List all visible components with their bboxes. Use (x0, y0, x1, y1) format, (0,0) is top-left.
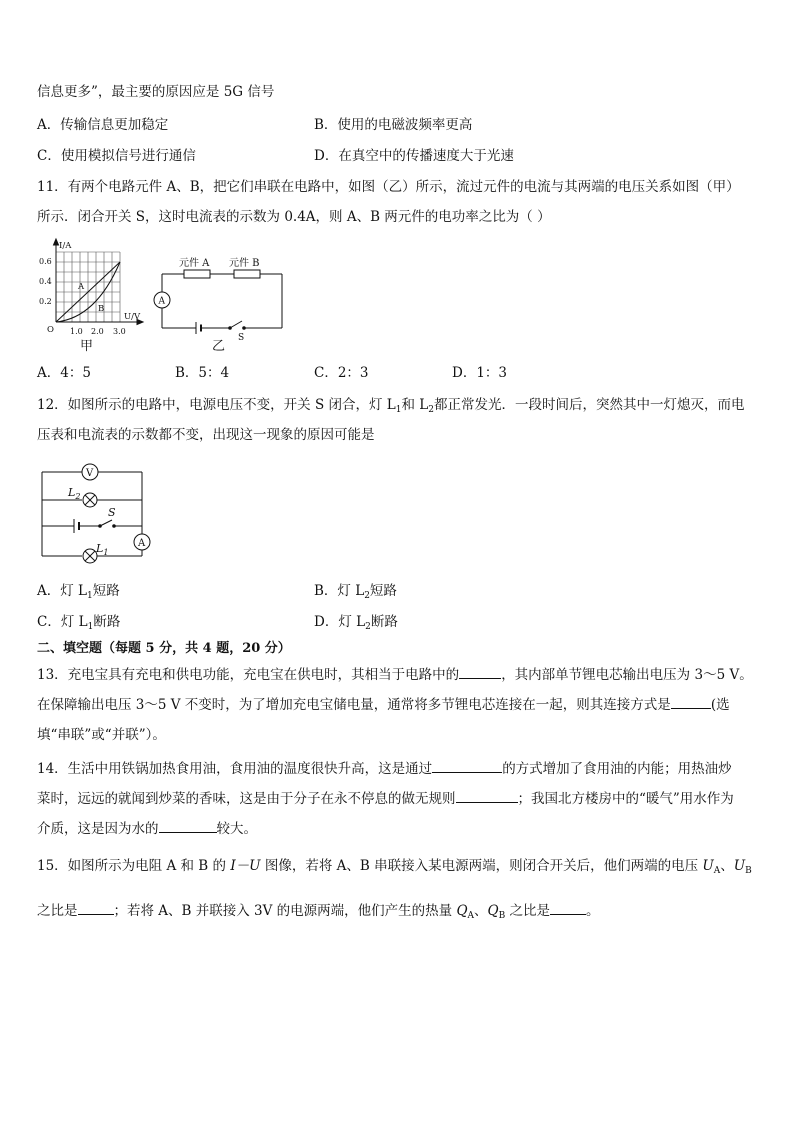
q12-option-b (314, 582, 397, 605)
q15-q-b-sub: B (498, 911, 506, 921)
q15-text-6: 。 (586, 903, 600, 919)
ammeter-label: A (158, 296, 165, 307)
q14-line1 (37, 760, 732, 778)
q13-line1 (37, 666, 753, 684)
q15-u-b-sub: B (745, 866, 752, 876)
q12-option-a-text: A．灯 L (37, 583, 88, 599)
q13-text-3: 在保障输出电压 3～5 V 不变时，为了增加充电宝储电量，通常将多节锂电芯连接在一起，则其连接方式是 (37, 697, 671, 713)
q13-text-4: (选 (710, 697, 730, 713)
q12-stem-line1 (37, 396, 745, 419)
q13-text-1: 13．充电宝具有充电和供电功能，充电宝在供电时，其相当于电路中的 (37, 667, 460, 683)
q12-figure-circuit (38, 460, 156, 562)
q11-figure-jia-graph (36, 238, 148, 356)
section-fill-in-heading: 二、填空题（每题 5 分，共 4 题，20 分） (37, 641, 291, 656)
q11-stem-line2: 所示．闭合开关 S，这时电流表的示数为 0.4A，则 A、B 两元件的电功率之比为（ ） (37, 209, 551, 225)
q15-text-3: 之比是 (37, 903, 78, 919)
voltmeter-label: V (86, 468, 94, 479)
q11-option-d: D．1：3 (452, 365, 508, 381)
x-axis-label: U/V (124, 312, 141, 322)
q13-blank-1[interactable] (459, 666, 501, 679)
ammeter-label: A (138, 538, 146, 549)
q15-text-2: 图像，若将 A、B 串联接入某电源两端，则闭合开关后，他们两端的电压 (260, 858, 703, 874)
q14-text-4: ；我国北方楼房中的“暖气”用水作为 (517, 791, 734, 807)
element-b-resistor (234, 270, 260, 278)
q10-option-b: B．使用的电磁波频率更高 (314, 117, 473, 133)
figure-caption-yi: 乙 (212, 339, 226, 354)
q10-option-a: A．传输信息更加稳定 (37, 117, 169, 133)
q12-option-c (37, 613, 120, 636)
element-a-label: 元件 A (179, 258, 210, 269)
question-10-stem-continuation: 信息更多”，最主要的原因应是 5G 信号 (37, 84, 275, 100)
q15-q-a-sub: A (467, 911, 475, 921)
switch-label: S (238, 333, 245, 343)
switch-label: S (108, 506, 116, 519)
y-tick-06: 0.6 (39, 257, 52, 266)
q12-option-a-post: 短路 (92, 583, 120, 599)
q10-option-d: D．在真空中的传播速度大于光速 (314, 148, 514, 164)
q12-option-b-text: B．灯 L (314, 583, 365, 599)
q11-option-a: A．4：5 (37, 365, 91, 381)
element-a-resistor (184, 270, 210, 278)
q12-sub-1: 1 (395, 405, 402, 415)
q12-option-c-post: 断路 (93, 614, 121, 630)
q12-option-d (314, 613, 398, 636)
q14-line3 (37, 820, 257, 838)
q15-sep-2: 、 (474, 903, 488, 919)
q11-option-b: B．5：4 (175, 365, 230, 381)
q11-figure-yi-circuit (150, 252, 290, 354)
q15-blank-1[interactable] (78, 902, 114, 915)
q14-line2 (37, 790, 734, 808)
x-tick-20: 2.0 (91, 327, 104, 336)
q11-stem-line1: 11．有两个电路元件 A、B，把它们串联在电路中，如图（乙）所示，流过元件的电流与其两端的电压关系如图（甲） (37, 179, 740, 195)
figure-caption-jia: 甲 (80, 339, 94, 354)
q14-text-1: 14．生活中用铁锅加热食用油，食用油的温度很快升高，这是通过 (37, 761, 433, 777)
q10-option-c: C．使用模拟信号进行通信 (37, 148, 196, 164)
q12-option-d-text: D．灯 L (314, 614, 366, 630)
graph-grid (56, 252, 120, 322)
q12-option-d-post: 断路 (370, 614, 398, 630)
q14-blank-2[interactable] (456, 790, 518, 803)
q12-stem-line2: 压表和电流表的示数都不变，出现这一现象的原因可能是 (37, 427, 375, 443)
x-tick-30: 3.0 (113, 327, 126, 336)
q15-sep-1: 、 (720, 858, 734, 874)
q13-line2 (37, 696, 730, 714)
element-b-label: 元件 B (229, 258, 260, 269)
q12-option-c-text: C．灯 L (37, 614, 88, 630)
q13-line3: 填“串联”或“并联”）。 (37, 727, 166, 743)
x-tick-10: 1.0 (70, 327, 83, 336)
q14-text-6: 较大。 (216, 821, 257, 837)
q15-line1 (37, 857, 752, 880)
q12-text-2: 和 L (401, 397, 429, 413)
q15-u-a: U (702, 858, 714, 874)
q12-option-d-sub: 2 (365, 622, 371, 632)
q14-blank-1[interactable] (432, 760, 502, 773)
q12-option-a (37, 582, 120, 605)
q15-q-a: Q (456, 903, 468, 919)
q15-u-a-sub: A (713, 866, 721, 876)
switch-s (230, 321, 242, 328)
q15-iu: I－U (230, 858, 261, 874)
q14-text-3: 菜时，远远的就闻到炒菜的香味，这是由于分子在永不停息的做无规则 (37, 791, 456, 807)
q13-blank-2[interactable] (671, 696, 711, 709)
switch-s (100, 520, 112, 526)
q15-blank-2[interactable] (550, 902, 586, 915)
q12-option-b-post: 短路 (369, 583, 397, 599)
q15-text-4: ；若将 A、B 并联接入 3V 的电源两端，他们产生的热量 (113, 903, 457, 919)
q15-text-1: 15．如图所示为电阻 A 和 B 的 (37, 858, 231, 874)
curve-b-label: B (98, 304, 105, 314)
y-tick-02: 0.2 (39, 297, 52, 306)
q12-option-a-sub: 1 (87, 591, 93, 601)
q14-text-5: 介质，这是因为水的 (37, 821, 159, 837)
curve-a-label: A (78, 282, 85, 292)
q15-u-b: U (733, 858, 746, 874)
lamp-l2-label: $L_2$ (68, 486, 81, 501)
q13-text-2: ，其内部单节锂电芯输出电压为 3～5 V。 (501, 667, 753, 683)
q14-text-2: 的方式增加了食用油的内能；用热油炒 (502, 761, 732, 777)
q15-text-5: 之比是 (505, 903, 551, 919)
q12-option-c-sub: 1 (87, 622, 94, 632)
q12-option-b-sub: 2 (364, 591, 370, 601)
y-tick-04: 0.4 (39, 277, 52, 286)
q15-line2 (37, 902, 600, 925)
origin-label: O (47, 325, 54, 335)
y-axis-label: I/A (59, 241, 72, 251)
q12-sub-2: 2 (428, 405, 434, 415)
q15-q-b: Q (487, 903, 499, 919)
q11-option-c: C．2：3 (314, 365, 369, 381)
lamp-l1-label: $L_1$ (96, 542, 109, 557)
q12-text-3: 都正常发光．一段时间后，突然其中一灯熄灭，而电 (434, 397, 745, 413)
q12-text-1: 12．如图所示的电路中，电源电压不变，开关 S 闭合，灯 L (37, 397, 396, 413)
q14-blank-3[interactable] (159, 820, 217, 833)
